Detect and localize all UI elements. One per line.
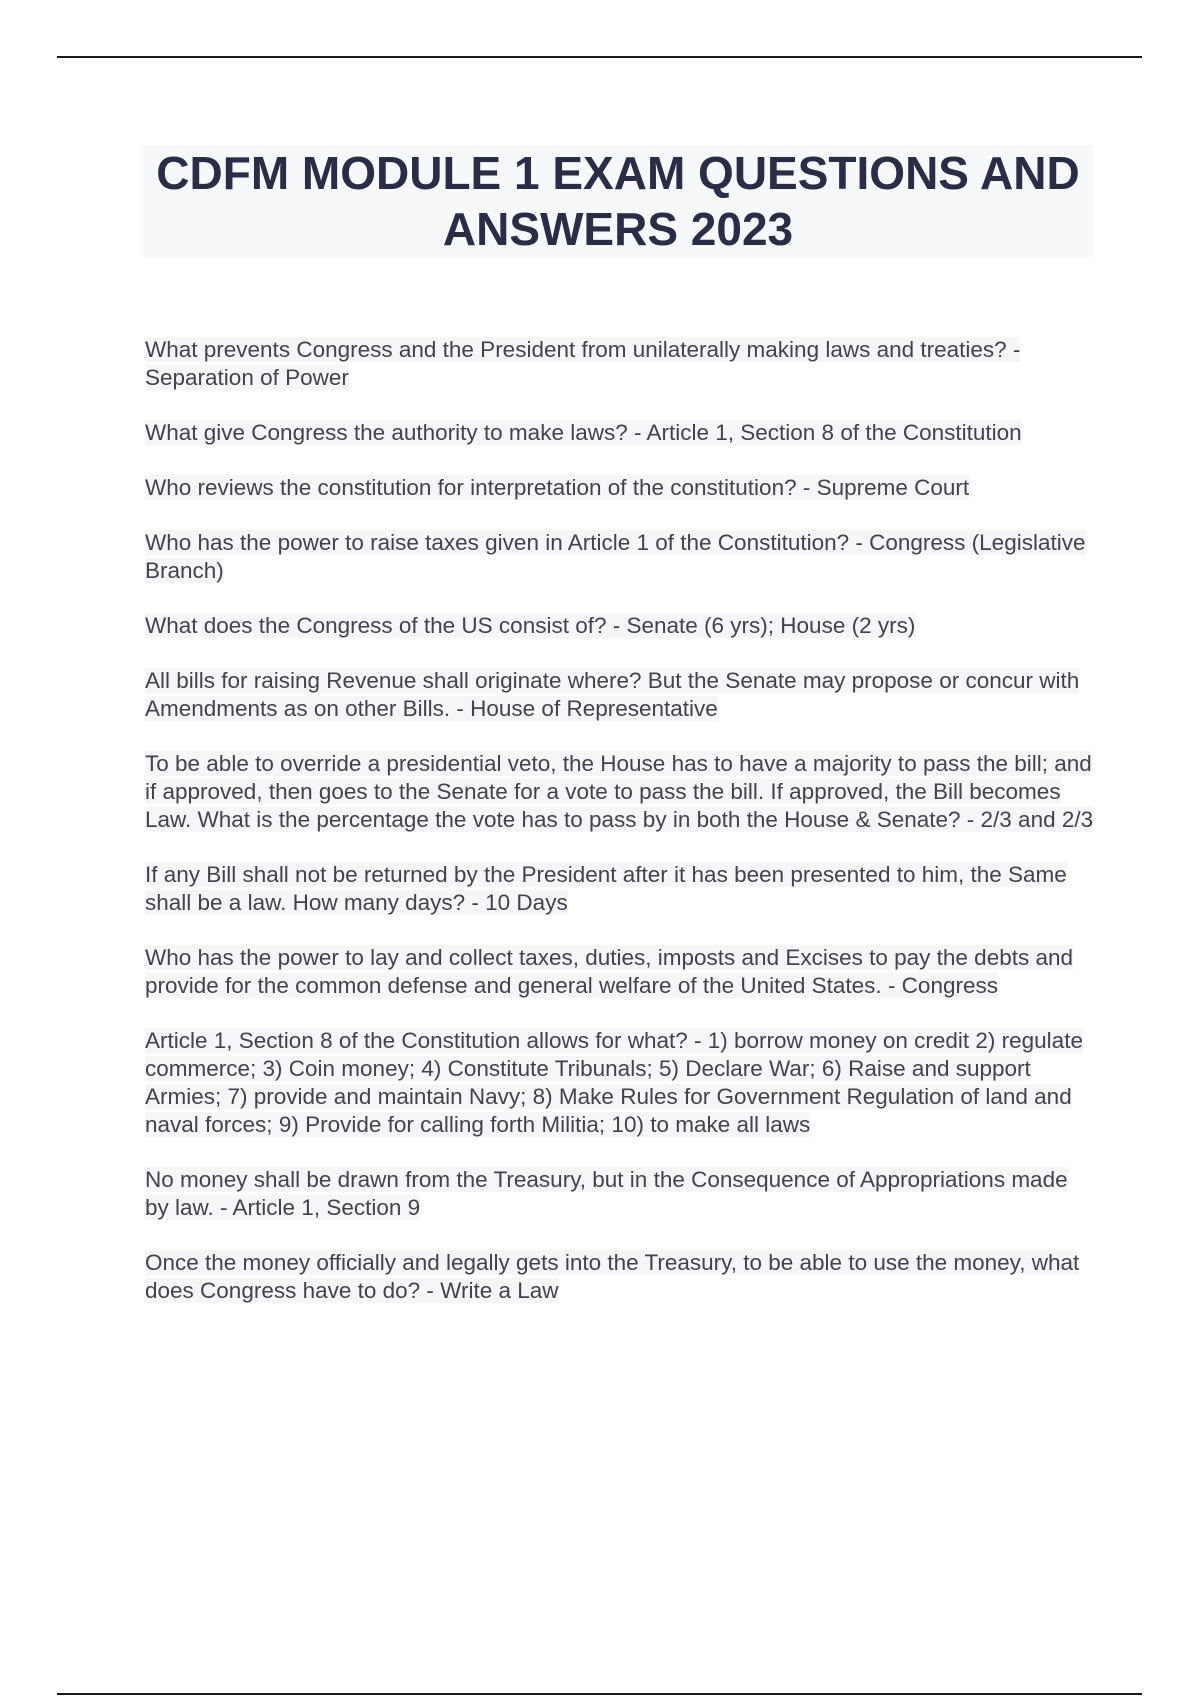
bottom-rule xyxy=(57,1693,1142,1695)
qa-text: What give Congress the authority to make laws? - Article 1, Section 8 of the Constitution xyxy=(145,420,1022,445)
qa-item xyxy=(145,529,1095,585)
qa-text: All bills for raising Revenue shall originate where? But the Senate may propose or concur with Amendments as on other Bills. - House of Representative xyxy=(145,668,1080,721)
top-rule xyxy=(57,56,1142,58)
qa-item xyxy=(145,474,1095,502)
qa-item xyxy=(145,667,1095,723)
qa-item xyxy=(145,750,1095,834)
qa-text: Who has the power to lay and collect taxes, duties, imposts and Excises to pay the debts and provide for the common defense and general welfare of the United States. - Congress xyxy=(145,945,1074,998)
qa-text: Who has the power to raise taxes given in Article 1 of the Constitution? - Congress (Legislative Branch) xyxy=(145,530,1086,583)
qa-text: Who reviews the constitution for interpretation of the constitution? - Supreme Court xyxy=(145,475,970,500)
qa-text: Once the money officially and legally gets into the Treasury, to be able to use the money, what does Congress have to do? - Write a Law xyxy=(145,1250,1080,1303)
qa-item xyxy=(145,336,1095,392)
qa-item xyxy=(145,1166,1095,1222)
title-banner xyxy=(143,145,1093,257)
qa-item xyxy=(145,1027,1095,1139)
qa-list xyxy=(145,336,1095,1332)
document-title: CDFM MODULE 1 EXAM QUESTIONS AND ANSWERS 2023 xyxy=(156,147,1080,255)
qa-item xyxy=(145,1249,1095,1305)
qa-text: If any Bill shall not be returned by the President after it has been presented to him, the Same shall be a law. How many days? - 10 Days xyxy=(145,862,1067,915)
qa-text: What does the Congress of the US consist of? - Senate (6 yrs); House (2 yrs) xyxy=(145,613,916,638)
qa-item xyxy=(145,944,1095,1000)
qa-item xyxy=(145,612,1095,640)
qa-item xyxy=(145,861,1095,917)
qa-item xyxy=(145,419,1095,447)
qa-text: No money shall be drawn from the Treasury, but in the Consequence of Appropriations made by law. - Article 1, Section 9 xyxy=(145,1167,1068,1220)
qa-text: Article 1, Section 8 of the Constitution allows for what? - 1) borrow money on credit 2) regulate commerce; 3) Coin money; 4) Constitute Tribunals; 5) Declare War; 6) Raise and support Armies; 7) provide and maintain Navy; 8) Make Rules for Government Regulation of land and naval forces; 9) Provide for calling forth Militia; 10) to make all laws xyxy=(145,1028,1083,1137)
qa-text: To be able to override a presidential veto, the House has to have a majority to pass the bill; and if approved, then goes to the Senate for a vote to pass the bill. If approved, the Bill becomes Law. What is the percentage the vote has to pass by in both the House & Senate? - 2/3 and 2/3 xyxy=(145,751,1094,832)
qa-text: What prevents Congress and the President from unilaterally making laws and treaties? - Separation of Power xyxy=(145,337,1021,390)
